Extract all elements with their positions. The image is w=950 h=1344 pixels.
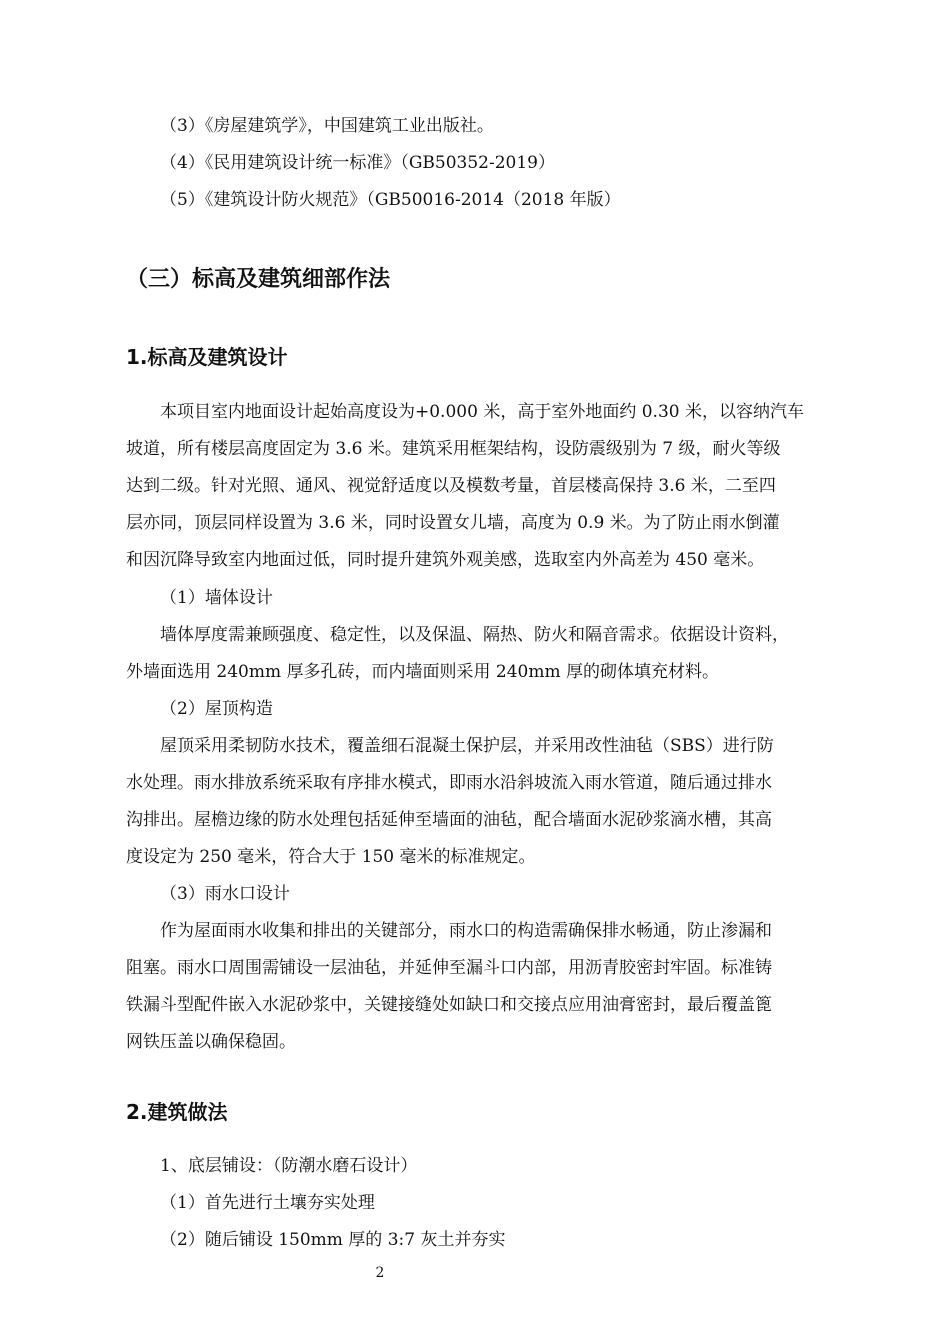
page-number: 2 <box>375 1265 385 1281</box>
roof-heading: （2）屋顶构造 <box>160 699 273 719</box>
reference-5: （5）《建筑设计防火规范》（GB50016-2014（2018 年版） <box>160 190 621 210</box>
text-line: 屋顶采用柔韧防水技术，覆盖细石混凝土保护层，并采用改性油毡（SBS）进行防 <box>160 736 774 756</box>
text-line: 本项目室内地面设计起始高度设为+0.000 米，高于室外地面约 0.30 米，以容纳汽车 <box>160 402 804 422</box>
item-floor: 1、底层铺设：（防潮水磨石设计） <box>160 1156 418 1176</box>
text-line: 网铁压盖以确保稳固。 <box>126 1032 296 1052</box>
text-line: 作为屋面雨水收集和排出的关键部分，雨水口的构造需确保排水畅通，防止渗漏和 <box>160 921 772 941</box>
wall-heading: （1）墙体设计 <box>160 588 273 608</box>
text-line: 和因沉降导致室内地面过低，同时提升建筑外观美感，选取室内外高差为 450 毫米。 <box>126 550 765 570</box>
subsection-title-2: 2.建筑做法 <box>126 1100 228 1124</box>
reference-3: （3）《房屋建筑学》，中国建筑工业出版社。 <box>160 116 494 136</box>
text-line: 阻塞。雨水口周围需铺设一层油毡，并延伸至漏斗口内部，用沥青胶密封牢固。标准铸 <box>126 958 772 978</box>
subsection-title-1: 1.标高及建筑设计 <box>126 345 288 369</box>
text-line: 达到二级。针对光照、通风、视觉舒适度以及模数考量，首层楼高保持 3.6 米，二至四 <box>126 476 776 496</box>
text-line: 层亦同，顶层同样设置为 3.6 米，同时设置女儿墙，高度为 0.9 米。为了防止雨水倒灌 <box>126 513 780 533</box>
text-line: 水处理。雨水排放系统采取有序排水模式，即雨水沿斜坡流入雨水管道，随后通过排水 <box>126 773 772 793</box>
drain-heading: （3）雨水口设计 <box>160 884 290 904</box>
text-line: 沟排出。屋檐边缘的防水处理包括延伸至墙面的油毡，配合墙面水泥砂浆滴水槽，其高 <box>126 810 772 830</box>
reference-4: （4）《民用建筑设计统一标准》（GB50352-2019） <box>160 153 555 173</box>
step-2: （2）随后铺设 150mm 厚的 3:7 灰土并夯实 <box>160 1230 506 1250</box>
step-1: （1）首先进行土壤夯实处理 <box>160 1193 375 1213</box>
text-line: 铁漏斗型配件嵌入水泥砂浆中，关键接缝处如缺口和交接点应用油膏密封，最后覆盖篦 <box>126 995 772 1015</box>
section-title: （三）标高及建筑细部作法 <box>126 267 391 292</box>
text-line: 度设定为 250 毫米，符合大于 150 毫米的标准规定。 <box>126 847 536 867</box>
text-line: 坡道，所有楼层高度固定为 3.6 米。建筑采用框架结构，设防震级别为 7 级，耐火等级 <box>126 439 781 459</box>
text-line: 墙体厚度需兼顾强度、稳定性，以及保温、隔热、防火和隔音需求。依据设计资料， <box>160 625 789 645</box>
text-line: 外墙面选用 240mm 厚多孔砖，而内墙面则采用 240mm 厚的砌体填充材料。 <box>126 662 719 682</box>
